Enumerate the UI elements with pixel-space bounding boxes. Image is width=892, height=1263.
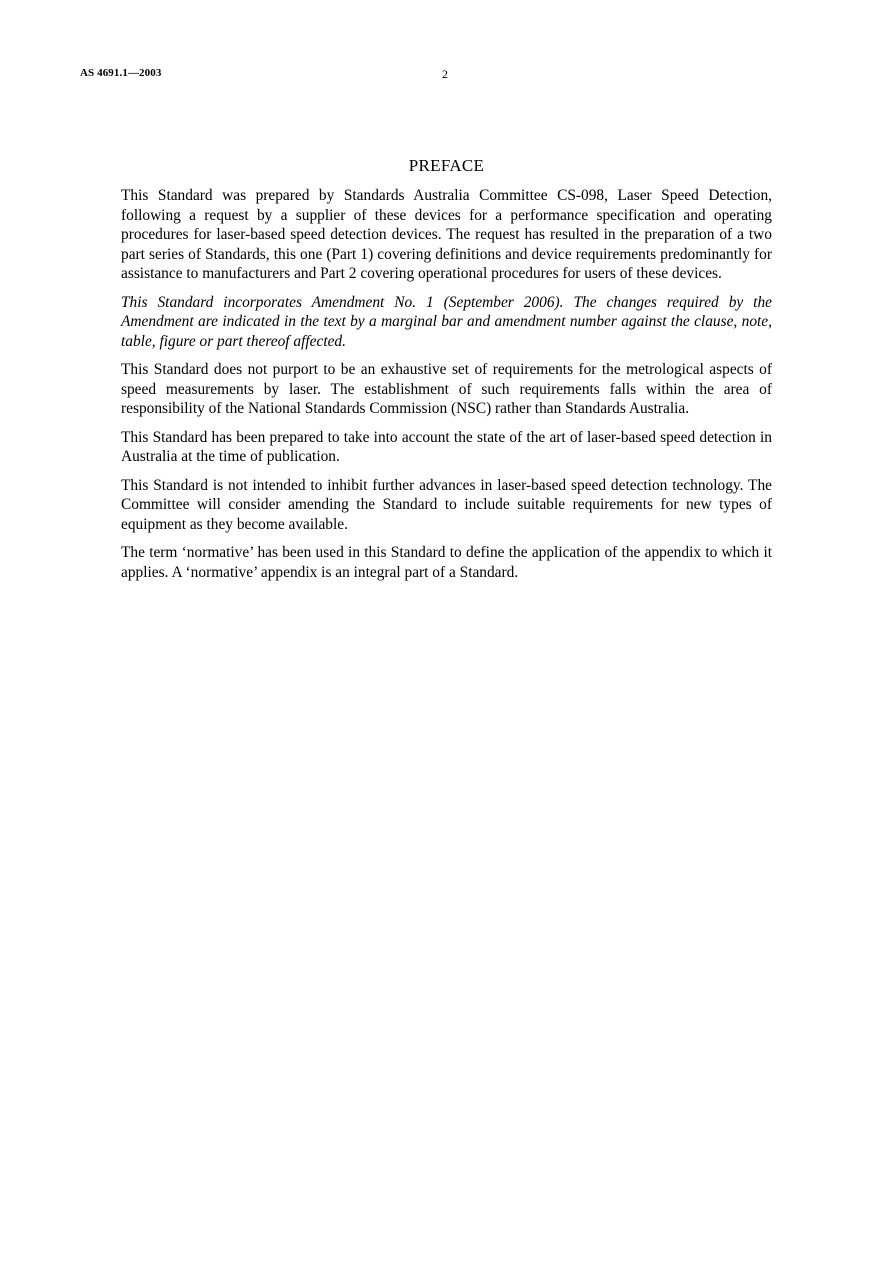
paragraph-committee: This Standard was prepared by Standards Australia Committee CS-098, Laser Speed Detection, following a request by a supplier of these devices for a performance specification and operating procedures for laser-based speed detection devices. The request has resulted in the preparation of a two part series of Standards, this one (Part 1) covering definitions and device requirements predominantly for assistance to manufacturers and Part 2 covering operational procedures for users of these devices.	[121, 187, 772, 282]
paragraph-scope: This Standard does not purport to be an exhaustive set of requirements for the metrological aspects of speed measurements by laser. The establishment of such requirements falls within the area of responsibility of the National Standards Commission (NSC) rather than Standards Australia.	[121, 361, 772, 417]
paragraph-normative: The term ‘normative’ has been used in this Standard to define the application of the appendix to which it applies. A ‘normative’ appendix is an integral part of a Standard.	[121, 544, 772, 581]
document-id: AS 4691.1—2003	[80, 67, 162, 79]
preface-section	[121, 155, 772, 591]
preface-heading: PREFACE	[408, 156, 485, 175]
running-header	[80, 67, 812, 83]
paragraph-amendment: This Standard incorporates Amendment No. 1 (September 2006). The changes required by the Amendment are indicated in the text by a marginal bar and amendment number against the clause, note, table, figure or part thereof affected.	[121, 293, 772, 350]
page-number: 2	[442, 67, 448, 81]
paragraph-advances: This Standard is not intended to inhibit further advances in laser-based speed detection technology. The Committee will consider amending the Standard to include suitable requirements for new types of equipment as they become available.	[121, 476, 772, 533]
paragraph-state-of-art: This Standard has been prepared to take into account the state of the art of laser-based speed detection in Australia at the time of publication.	[121, 428, 772, 465]
